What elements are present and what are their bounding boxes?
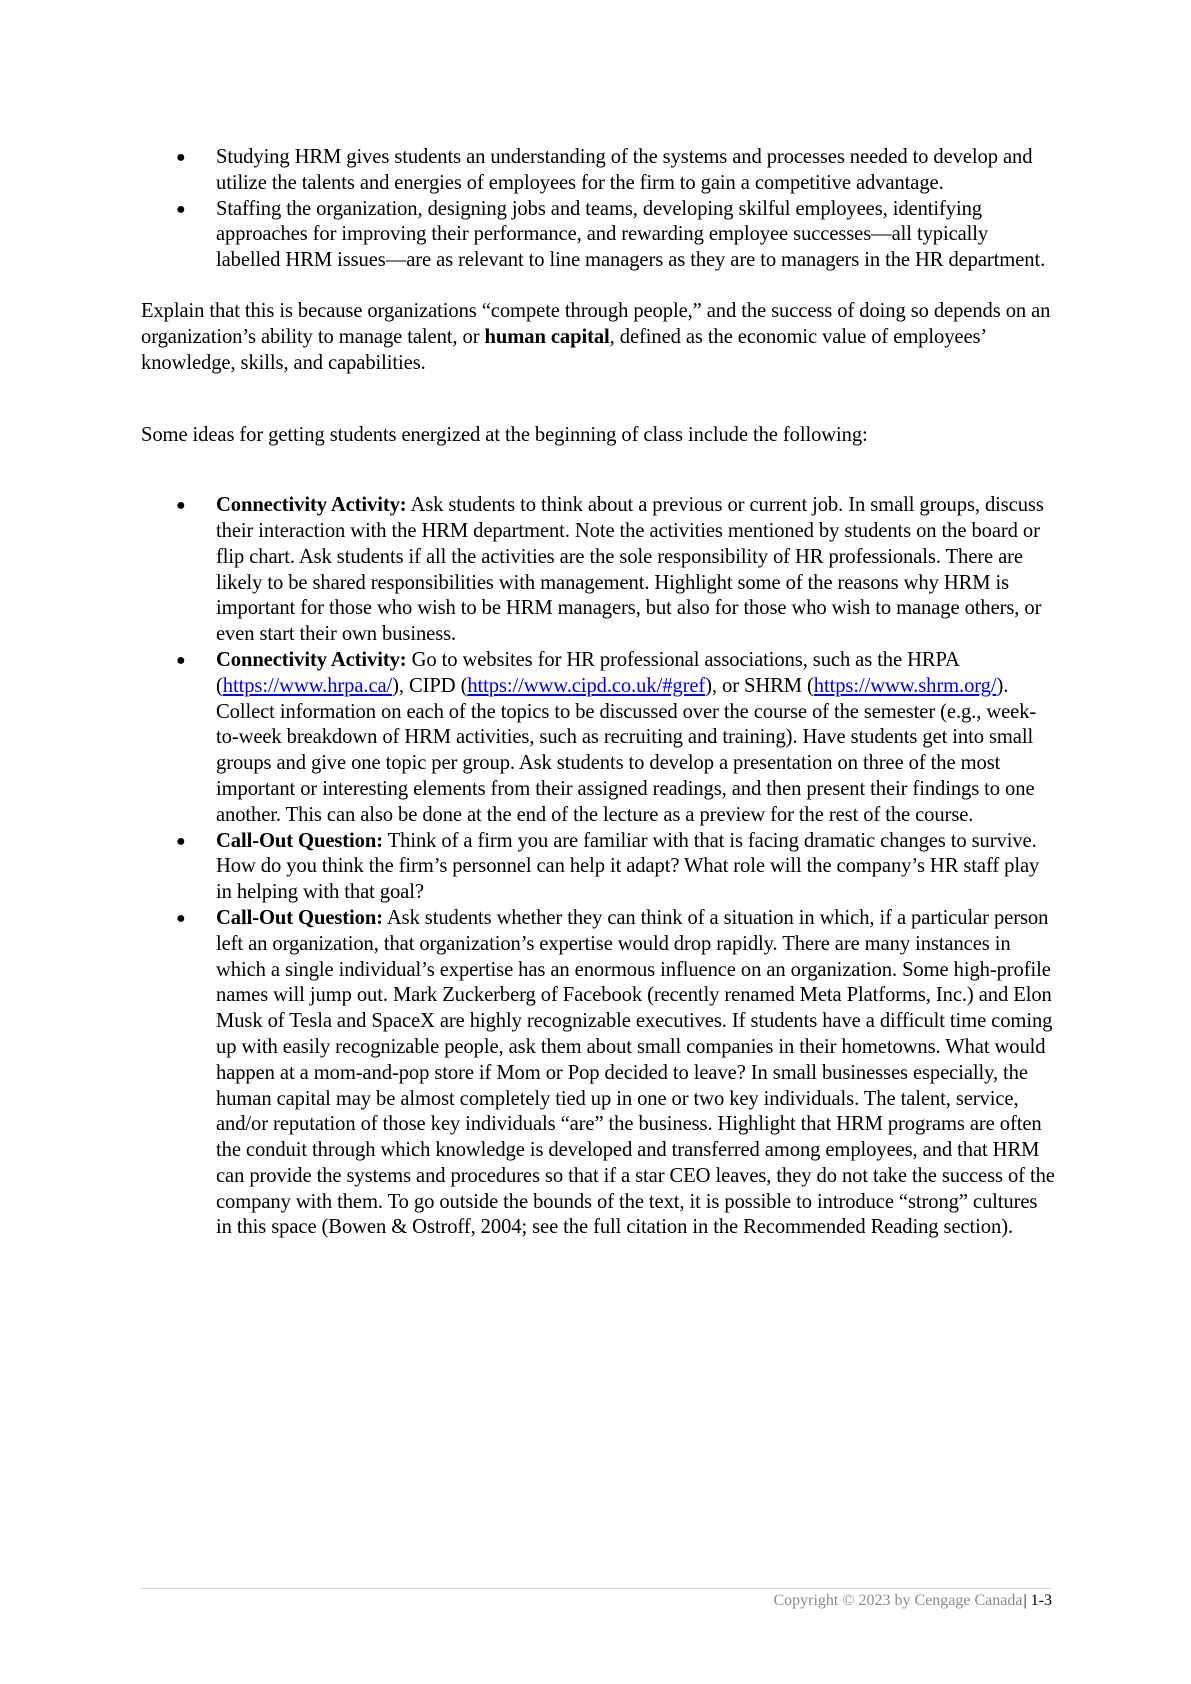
page-footer [773, 1590, 1052, 1612]
footer-separator: | [1023, 1592, 1027, 1609]
explain-text-before: Explain that this is because organizations “compete through people,” and the success of doing so depends on an organization’s ability to manage talent, or [141, 299, 1051, 348]
bullet-text: Studying HRM gives students an understanding of the systems and processes needed to develop and utilize the talents and energies of employees for the firm to gain a competitive advantage. [216, 146, 1033, 194]
copyright-text: Copyright © 2023 by Cengage Canada [773, 1592, 1023, 1609]
activity-text: Think of a firm you are familiar with that is facing dramatic changes to survive. How do you think the firm’s personnel can help it adapt? What role will the company’s HR staff play in helping with that goal? [216, 829, 1040, 904]
list-item [176, 197, 1057, 274]
activity-label: Call-Out Question: [216, 829, 383, 852]
explain-paragraph [141, 299, 1057, 376]
intro-bullet-list [141, 145, 1057, 274]
activity-text: ), or SHRM ( [705, 674, 814, 697]
cipd-link[interactable]: https://www.cipd.co.uk/#gref [467, 674, 706, 697]
bullet-icon: ● [176, 497, 186, 515]
list-item [176, 829, 1057, 906]
activity-label: Call-Out Question: [216, 906, 383, 929]
activity-label: Connectivity Activity: [216, 494, 407, 517]
shrm-link[interactable]: https://www.shrm.org/ [813, 674, 997, 697]
bullet-text: Staffing the organization, designing jobs and teams, developing skilful employees, identifying approaches for improving their performance, and rewarding employee successes—all typically labelled HRM issues—are as relevant to line managers as they are to managers in the HR department. [216, 197, 1046, 272]
explain-text-after: , defined as the economic value of employees’ knowledge, skills, and capabilities. [141, 325, 986, 374]
bullet-icon: ● [176, 832, 186, 850]
activity-text: Go to websites for HR professional associations, such as the HRPA ( [216, 648, 959, 697]
list-item [176, 493, 1057, 648]
activity-text: ). Collect information on each of the topics to be discussed over the course of the semester (e.g., week-to-week breakdown of HRM activities, such as recruiting and training). Have students get into small groups and give one topic per group. Ask students to develop a presentation on three of the most important or interesting elements from their assigned readings, and then present their findings to one another. This can also be done at the end of the lecture as a preview for the rest of the course. [216, 674, 1037, 826]
list-item [176, 648, 1057, 829]
activities-list [141, 493, 1057, 1241]
bullet-icon: ● [176, 200, 186, 218]
human-capital-term: human capital [484, 325, 610, 348]
bullet-icon: ● [176, 651, 186, 669]
activity-text: Ask students to think about a previous or current job. In small groups, discuss their interaction with the HRM department. Note the activities mentioned by students on the board or flip chart. Ask students if all the activities are the sole responsibility of HR professionals. There are likely to be shared responsibilities with management. Highlight some of the reasons why HRM is important for those who wish to be HRM managers, but also for those who wish to manage others, or even start their own business. [216, 494, 1044, 646]
activity-text: ), CIPD ( [392, 674, 468, 697]
footer-divider [141, 1588, 1051, 1589]
list-item [176, 145, 1057, 197]
list-item [176, 906, 1057, 1241]
hrpa-link[interactable]: https://www.hrpa.ca/ [222, 674, 393, 697]
bullet-icon: ● [176, 909, 186, 927]
page-content [141, 145, 1057, 1241]
activity-text: Ask students whether they can think of a situation in which, if a particular person left an organization, that organization’s expertise would drop rapidly. There are many instances in which a single individual’s expertise has an enormous influence on an organization. Some high-profile names will jump out. Mark Zuckerberg of Facebook (recently renamed Meta Platforms, Inc.) and Elon Musk of Tesla and SpaceX are highly recognizable executives. If students have a difficult time coming up with easily recognizable people, ask them about small companies in their hometowns. What would happen at a mom-and-pop store if Mom or Pop decided to leave? In small businesses especially, the human capital may be almost completely tied up in one or two key individuals. The talent, service, and/or reputation of those key individuals “are” the business. Highlight that HRM programs are often the conduit through which knowledge is developed and transferred among employees, and that HRM can provide the systems and procedures so that if a star CEO leaves, they do not take the success of the company with them. To go outside the bounds of the text, it is possible to introduce “strong” cultures in this space (Bowen & Ostroff, 2004; see the full citation in the Recommended Reading section). [216, 906, 1055, 1239]
activity-label: Connectivity Activity: [216, 648, 407, 671]
bullet-icon: ● [176, 149, 186, 166]
ideas-intro: Some ideas for getting students energized at the beginning of class include the following: [141, 424, 868, 447]
page-number: 1-3 [1030, 1592, 1052, 1609]
